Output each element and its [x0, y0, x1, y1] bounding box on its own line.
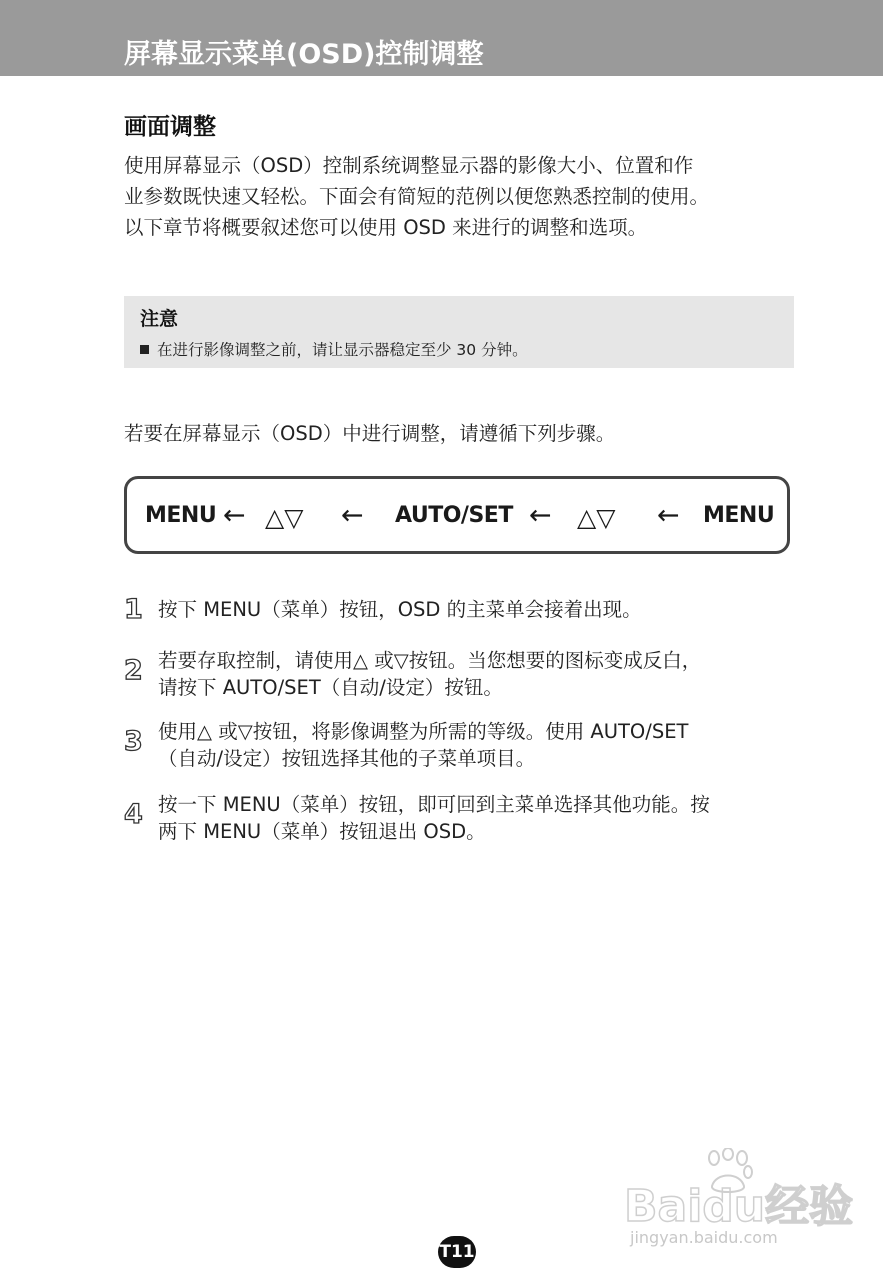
step-number: 1 — [124, 594, 143, 625]
note-text: 在进行影像调整之前，请让显示器稳定至少 30 分钟。 — [157, 341, 528, 359]
page-header-title: 屏幕显示菜单(OSD)控制调整 — [124, 39, 484, 70]
step-number: 3 — [124, 726, 143, 757]
intro-paragraph — [124, 150, 814, 243]
step-line: 若要存取控制，请使用△ 或▽按钮。当您想要的图标变成反白， — [158, 649, 702, 672]
section-title: 画面调整 — [124, 114, 216, 140]
step-line: 请按下 AUTO/SET（自动/设定）按钮。 — [158, 676, 503, 699]
step-line: 两下 MENU（菜单）按钮退出 OSD。 — [158, 820, 486, 843]
baidu-watermark — [624, 1148, 854, 1258]
osd-flow-diagram — [124, 476, 790, 554]
left-arrow-icon: ← — [529, 500, 552, 531]
left-arrow-icon: ← — [657, 500, 680, 531]
left-arrow-icon: ← — [341, 500, 364, 531]
steps-intro: 若要在屏幕显示（OSD）中进行调整，请遵循下列步骤。 — [124, 422, 616, 445]
intro-line: 业参数既快速又轻松。下面会有简短的范例以便您熟悉控制的使用。 — [124, 185, 710, 208]
header-bar — [0, 0, 883, 76]
step-line: （自动/设定）按钮选择其他的子菜单项目。 — [158, 747, 536, 770]
step-text — [158, 718, 688, 772]
step-line: 使用△ 或▽按钮，将影像调整为所需的等级。使用 AUTO/SET — [158, 720, 689, 743]
intro-line: 使用屏幕显示（OSD）控制系统调整显示器的影像大小、位置和作 — [124, 154, 694, 177]
flow-auto-set: AUTO/SET — [395, 503, 513, 528]
step-number: 2 — [124, 655, 143, 686]
watermark-url: jingyan.baidu.com — [630, 1228, 778, 1247]
step-text — [158, 791, 710, 845]
flow-menu-left: MENU — [145, 503, 217, 528]
step-number: 4 — [124, 799, 143, 830]
step-text — [158, 647, 701, 701]
intro-line: 以下章节将概要叙述您可以使用 OSD 来进行的调整和选项。 — [124, 216, 648, 239]
page-number: T11 — [438, 1236, 476, 1268]
note-line — [140, 338, 528, 360]
step-line: 按一下 MENU（菜单）按钮，即可回到主菜单选择其他功能。按 — [158, 793, 710, 816]
step-line: 按下 MENU（菜单）按钮，OSD 的主菜单会接着出现。 — [158, 598, 642, 621]
note-title: 注意 — [140, 308, 179, 330]
up-down-triangles-icon: △▽ — [577, 503, 616, 532]
left-arrow-icon: ← — [223, 500, 246, 531]
watermark-text: Baidu经验 — [624, 1181, 854, 1232]
bullet-square-icon — [140, 345, 149, 354]
flow-menu-right: MENU — [703, 503, 775, 528]
note-box — [124, 296, 794, 368]
step-text — [158, 596, 642, 623]
up-down-triangles-icon: △▽ — [265, 503, 304, 532]
